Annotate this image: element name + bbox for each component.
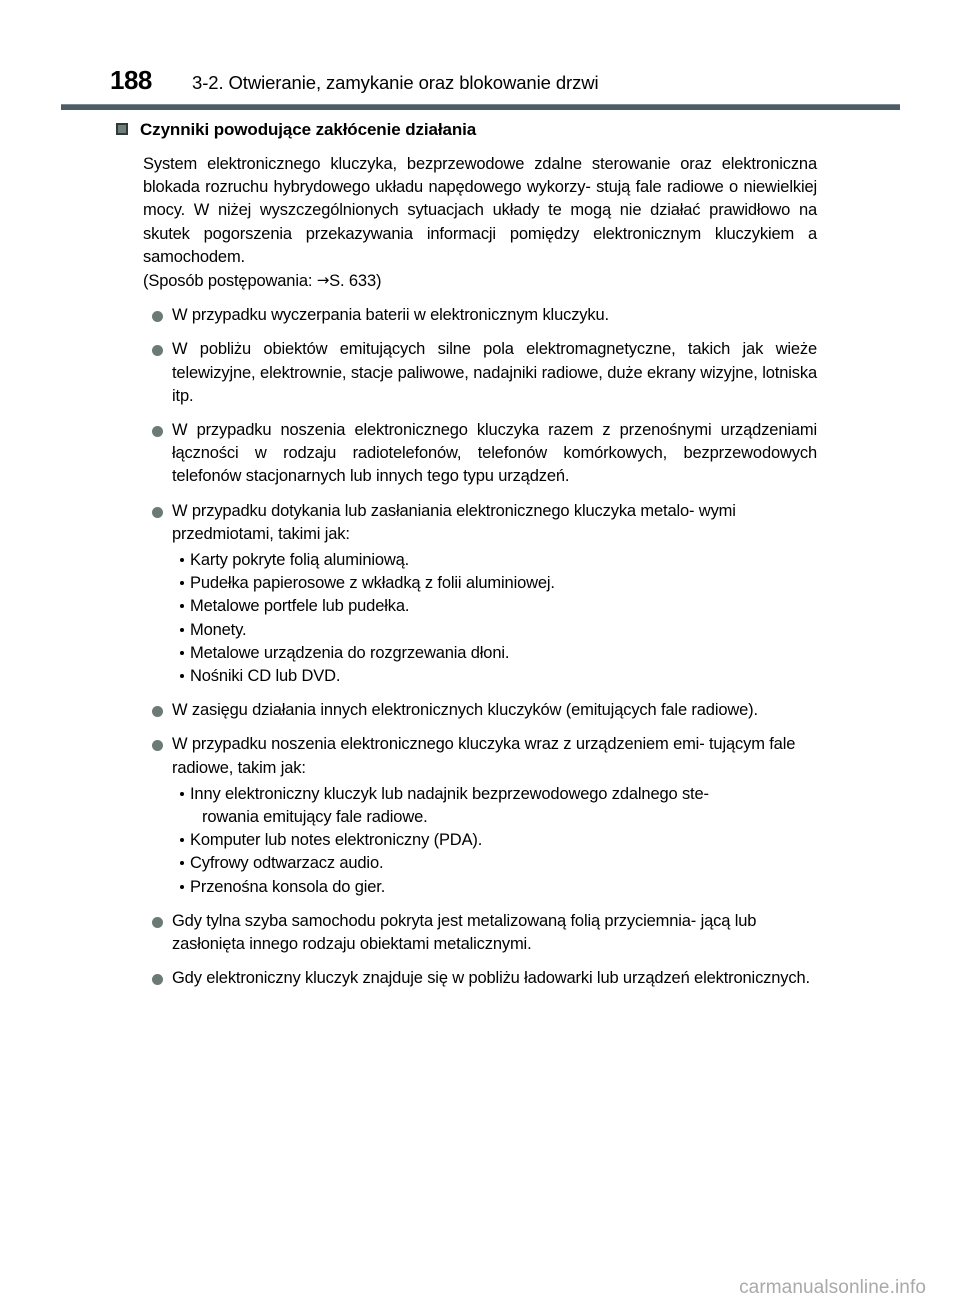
round-bullet-icon (152, 917, 163, 928)
bullet-line: W przypadku noszenia elektronicznego kluczyka razem z przenośnymi (172, 421, 712, 440)
paragraph-line: układy te mogą nie działać prawidłowo na skutek pogorszenia przekazywania (143, 201, 818, 243)
bullet-line: W pobliżu obiektów emitujących silne pola elektromagnetyczne, takich jak (172, 340, 764, 359)
sub-bullet-item (0, 572, 960, 595)
cross-reference (0, 269, 960, 293)
dot-bullet-icon (180, 838, 184, 842)
round-bullet-icon (152, 740, 163, 751)
sub-bullet-item (0, 665, 960, 688)
bullet-line: W zasięgu działania innych elektronicznych kluczyków (emitujących fale (172, 701, 687, 720)
bullet-line: wymi przedmiotami, takimi jak: (172, 501, 736, 543)
sub-bullet-item (0, 642, 960, 665)
bullet-line: Gdy elektroniczny kluczyk znajduje się w pobliżu ładowarki lub urządzeń (172, 969, 690, 988)
bullet-item (0, 419, 960, 489)
round-bullet-icon (152, 507, 163, 518)
paragraph-line: informacji pomiędzy elektronicznym kluczykiem a samochodem. (143, 224, 817, 266)
sub-bullet-line: Pudełka papierosowe z wkładką z folii aluminiowej. (190, 574, 555, 593)
bullet-line: Gdy tylna szyba samochodu pokryta jest metalizowaną folią przyciemnia- (172, 911, 697, 930)
intro-paragraph (0, 153, 960, 269)
page-header (0, 0, 960, 110)
sub-bullet-item (0, 876, 960, 899)
sub-bullet-item (0, 619, 960, 642)
sub-bullet-line: Metalowe urządzenia do rozgrzewania dłoni. (190, 643, 510, 662)
sub-bullet-line: Komputer lub notes elektroniczny (PDA). (190, 831, 483, 850)
round-bullet-icon (152, 974, 163, 985)
site-watermark: carmanualsonline.info (739, 1277, 926, 1298)
section-heading-label: Czynniki powodujące zakłócenie działania (140, 120, 477, 139)
dot-bullet-icon (180, 651, 184, 655)
sub-bullet-list (0, 783, 960, 899)
sub-bullet-line: rowania emitujący fale radiowe. (202, 808, 428, 827)
dot-bullet-icon (180, 792, 184, 796)
bullet-line: bezprzewodowych telefonów stacjonarnych lub innych tego typu urządzeń. (172, 444, 817, 486)
square-bullet-icon (116, 123, 128, 135)
header-title: 3-2. Otwieranie, zamykanie oraz blokowanie drzwi (192, 72, 599, 93)
round-bullet-icon (152, 311, 163, 322)
sub-bullet-item (0, 852, 960, 875)
sub-bullet-line: Cyfrowy odtwarzacz audio. (190, 854, 384, 873)
page-number: 188 (110, 65, 152, 95)
dot-bullet-icon (180, 581, 184, 585)
bullet-item (0, 699, 960, 722)
arrow-right-icon: → (316, 271, 330, 290)
paragraph-line: System elektronicznego kluczyka, bezprzewodowe zdalne sterowanie oraz (143, 155, 712, 173)
dot-bullet-icon (180, 604, 184, 608)
bullet-item (0, 500, 960, 546)
bullet-line: wieże telewizyjne, elektrownie, stacje paliwowe, nadajniki radiowe, duże (172, 340, 817, 382)
sub-bullet-line: Metalowe portfele lub pudełka. (190, 597, 410, 616)
paragraph-line: stują fale radiowe o niewielkiej mocy. W niżej wyszczególnionych sytuacjach (143, 178, 817, 220)
sub-bullet-line: Karty pokryte folią aluminiową. (190, 551, 410, 570)
round-bullet-icon (152, 345, 163, 356)
bullet-item (0, 304, 960, 327)
round-bullet-icon (152, 426, 163, 437)
sub-bullet-line: Przenośna konsola do gier. (190, 877, 386, 896)
dot-bullet-icon (180, 861, 184, 865)
bullet-line: W przypadku dotykania lub zasłaniania elektronicznego kluczyka metalo- (172, 501, 695, 520)
bullet-line: elektronicznych. (694, 969, 810, 988)
bullet-line: ekrany wizyjne, lotniska itp. (172, 363, 817, 405)
sub-bullet-list (0, 549, 960, 688)
reference-prefix: (Sposób postępowania: (143, 272, 317, 291)
sub-bullet-item (0, 829, 960, 852)
bullet-line: radiowe). (691, 701, 758, 720)
interference-factors-list (0, 304, 960, 990)
bullet-line: W przypadku wyczerpania baterii w elektronicznym kluczyku. (172, 306, 609, 325)
dot-bullet-icon (180, 674, 184, 678)
sub-bullet-line: Monety. (190, 620, 247, 639)
bullet-item (0, 733, 960, 779)
paragraph-line: elektroniczna blokada rozruchu hybrydowego układu napędowego wykorzy- (143, 155, 817, 197)
bullet-item (0, 967, 960, 990)
sub-bullet-item (0, 549, 960, 572)
sub-bullet-item (0, 595, 960, 618)
header-divider (61, 104, 900, 110)
sub-bullet-item (0, 783, 960, 829)
bullet-line: urządzeniami łączności w rodzaju radiotelefonów, telefonów komórkowych, (172, 421, 818, 463)
bullet-line: jącą lub zasłonięta innego rodzaju obiektami metalicznymi. (172, 911, 757, 954)
reference-target: S. 633) (329, 272, 382, 291)
page-content (0, 118, 960, 991)
bullet-item (0, 338, 960, 408)
sub-bullet-line: Inny elektroniczny kluczyk lub nadajnik bezprzewodowego zdalnego ste- (190, 784, 709, 803)
bullet-line: W przypadku noszenia elektronicznego kluczyka wraz z urządzeniem emi- (172, 735, 705, 754)
bullet-item (0, 910, 960, 956)
sub-bullet-line: Nośniki CD lub DVD. (190, 667, 341, 686)
round-bullet-icon (152, 706, 163, 717)
dot-bullet-icon (180, 558, 184, 562)
dot-bullet-icon (180, 885, 184, 889)
section-heading (0, 118, 960, 141)
bullet-line: tującym fale radiowe, takim jak: (172, 735, 796, 777)
dot-bullet-icon (180, 628, 184, 632)
